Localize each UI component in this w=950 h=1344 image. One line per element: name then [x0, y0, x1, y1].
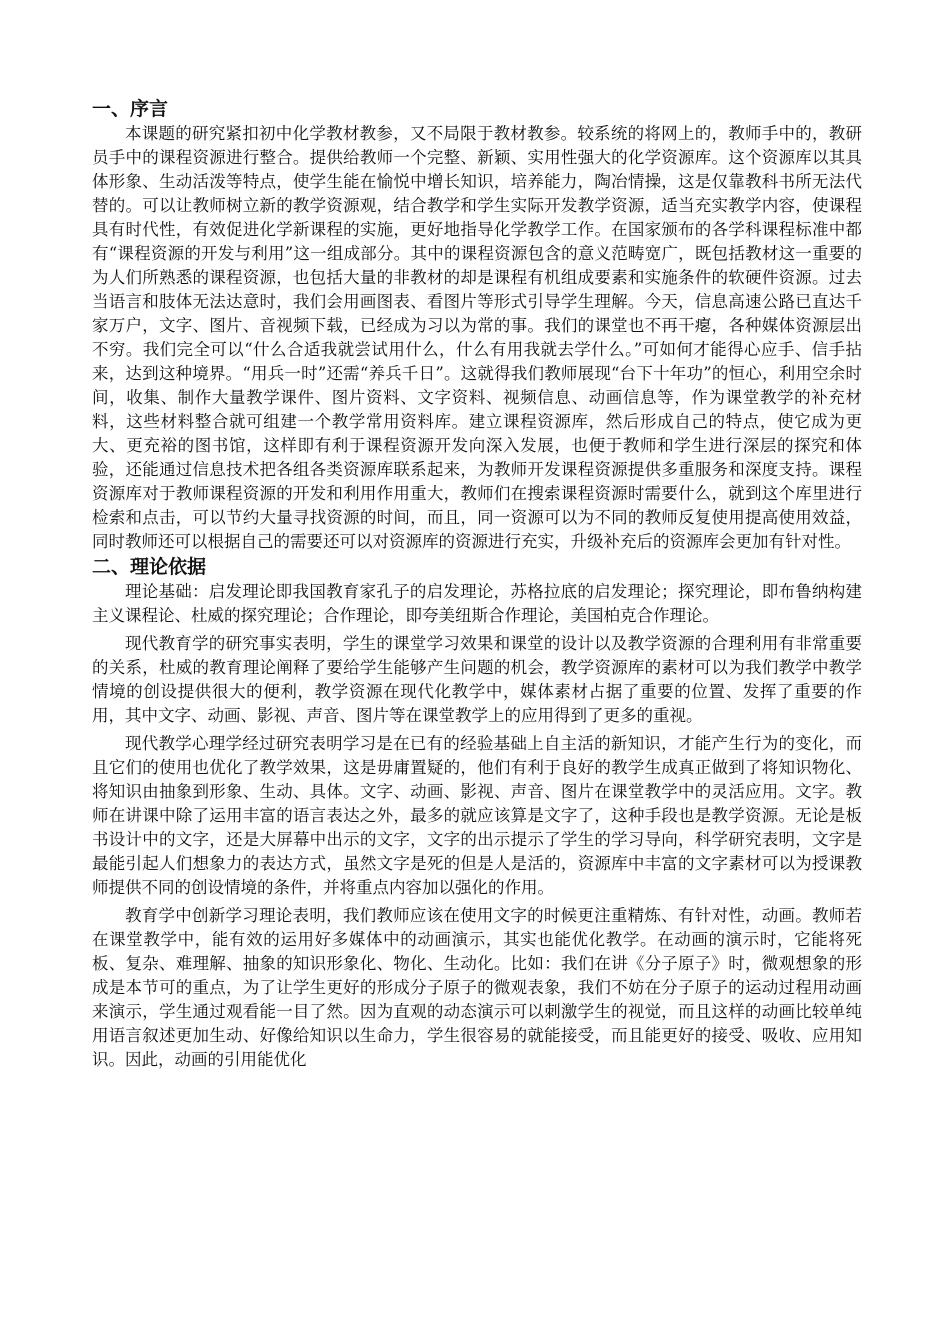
theory-paragraph-3: 现代教学心理学经过研究表明学习是在已有的经验基础上自主活的新知识，才能产生行为的变化，而且它们的使用也优化了教学效果，这是毋庸置疑的，他们有利于良好的教学生成真正做到了将知识物化、将知识由抽象到形象、生动、具体。文字、动画、影视、声音、图片在课堂教学中的灵活应用。文字。教师在讲课中除了运用丰富的语言表达之外，最多的就应该算是文字了，这种手段也是教学资源。无论是板书设计中的文字，还是大屏幕中出示的文字，文字的出示提示了学生的学习导向，科学研究表明，文字是最能引起人们想象力的表达方式，虽然文字是死的但是人是活的，资源库中丰富的文字素材可以为授课教师提供不同的创设情境的条件，并将重点内容加以强化的作用。 — [92, 734, 862, 897]
preface-paragraph: 本课题的研究紧扣初中化学教材教参，又不局限于教材教参。较系统的将网上的，教师手中的，教研员手中的课程资源进行整合。提供给教师一个完整、新颖、实用性强大的化学资源库。这个资源库以其具体形象、生动活泼等特点，使学生能在愉悦中增长知识，培养能力，陶冶情操，这是仅靠教科书所无法代替的。可以让教师树立新的教学资源观，结合教学和学生实际开发教学资源，适当充实教学内容，使课程具有时代性，有效促进化学新课程的实施，更好地指导化学教学工作。在国家颁布的各学科课程标准中都有“课程资源的开发与利用”这一组成部分。其中的课程资源包含的意义范畴宽广，既包括教材这一重要的为人们所熟悉的课程资源，也包括大量的非教材的却是课程有机组成要素和实施条件的软硬件资源。过去当语言和肢体无法达意时，我们会用画图表、看图片等形式引导学生理解。今天，信息高速公路已直达千家万户，文字、图片、音视频下载，已经成为习以为常的事。我们的课堂也不再干瘪，各种媒体资源层出不穷。我们完全可以“什么合适我就尝试用什么，什么有用我就去学什么。”可如何才能得心应手、信手拈来，达到这种境界。“用兵一时”还需“养兵千日”。这就得我们教师展现“台下十年功”的恒心，利用空余时间，收集、制作大量教学课件、图片资料、文字资料、视频信息、动画信息等，作为课堂教学的补充材料，这些材料整合就可组建一个教学常用资料库。建立课程资源库，然后形成自己的特点，使它成为更大、更充裕的图书馆，这样即有利于课程资源开发向深入发展，也便于教师和学生进行深层的探究和体验，还能通过信息技术把各组各类资源库联系起来，为教师开发课程资源提供多重服务和深度支持。课程资源库对于教师课程资源的开发和利用作用重大，教师们在搜索课程资源时需要什么，就到这个库里进行检索和点击，可以节约大量寻找资源的时间，而且，同一资源可以为不同的教师反复使用提高使用效益，同时教师还可以根据自己的需要还可以对资源库的资源进行充实，升级补充后的资源库会更加有针对性。 — [92, 124, 862, 551]
section-heading-preface: 一、序言 — [92, 98, 169, 120]
document-page — [92, 96, 862, 1072]
section-heading-theory: 二、理论依据 — [92, 556, 207, 578]
theory-paragraph-1: 理论基础：启发理论即我国教育家孔子的启发理论，苏格拉底的启发理论；探究理论，即布鲁纳构建主义课程论、杜威的探究理论；合作理论，即夸美纽斯合作理论，美国柏克合作理论。 — [92, 582, 862, 625]
theory-paragraph-2: 现代教育学的研究事实表明，学生的课堂学习效果和课堂的设计以及教学资源的合理利用有非常重要的关系，杜威的教育理论阐释了要给学生能够产生问题的机会，教学资源库的素材可以为我们教学中教学情境的创设提供很大的便利，教学资源在现代化教学中，媒体素材占据了重要的位置、发挥了重要的作用，其中文字、动画、影视、声音、图片等在课堂教学上的应用得到了更多的重视。 — [92, 634, 862, 725]
theory-paragraph-4: 教育学中创新学习理论表明，我们教师应该在使用文字的时候更注重精炼、有针对性，动画。教师若在课堂教学中，能有效的运用好多媒体中的动画演示，其实也能优化教学。在动画的演示时，它能将死板、复杂、难理解、抽象的知识形象化、物化、生动化。比如：我们在讲《分子原子》时，微观想象的形成是本节可的重点，为了让学生更好的形成分子原子的微观表象，我们不妨在分子原子的运动过程用动画来演示，学生通过观看能一目了然。因为直观的动态演示可以刺激学生的视觉，而且这样的动画比较单纯用语言叙述更加生动、好像给知识以生命力，学生很容易的就能接受，而且能更好的接受、吸收、应用知识。因此，动画的引用能优化 — [92, 906, 862, 1069]
